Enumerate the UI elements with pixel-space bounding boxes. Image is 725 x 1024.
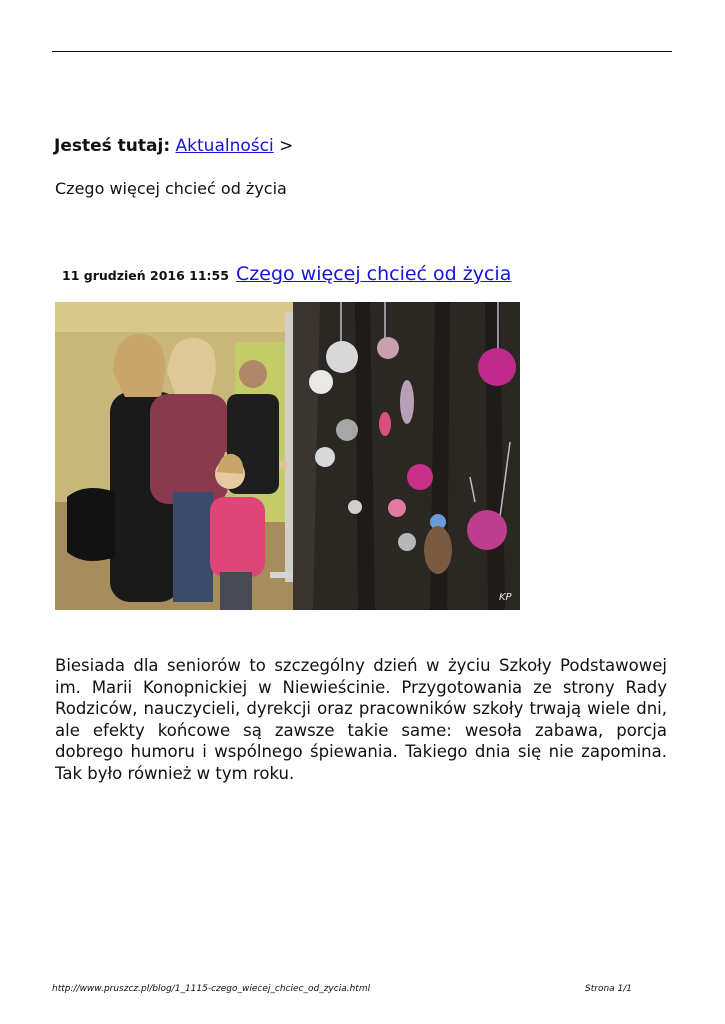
breadcrumb-separator: > <box>279 136 294 156</box>
header-rule <box>52 51 672 52</box>
footer-url: http://www.pruszcz.pl/blog/1_1115-czego_wiecej_chciec_od_zycia.html <box>52 984 371 994</box>
breadcrumb-lead: Jesteś tutaj: <box>54 136 171 156</box>
article-photo <box>55 302 520 610</box>
breadcrumb <box>54 135 293 157</box>
article-date: 11 grudzień 2016 11:55 <box>62 268 229 283</box>
photo-signature: KP <box>499 592 512 603</box>
article-body: Biesiada dla seniorów to szczególny dzień w życiu Szkoły Podstawowej im. Marii Konopnickiej w Niewieścinie. Przygotowania ze strony Rady Rodziców, nauczycieli, dyrekcji oraz pracowników szkoły trwają wiele dni, ale efekty końcowe są zawsze takie same: wesoła zabawa, porcja dobrego humoru i wspólnego śpiewania. Takiego dnia się nie zapomina. Tak było również w tym roku. <box>55 656 667 783</box>
footer-page-number: Strona 1/1 <box>585 984 633 994</box>
article-meta <box>62 263 511 285</box>
page-subtitle: Czego więcej chcieć od życia <box>55 179 287 198</box>
breadcrumb-link-aktualnosci[interactable]: Aktualności <box>175 136 274 156</box>
article-title-link[interactable]: Czego więcej chcieć od życia <box>236 263 512 285</box>
